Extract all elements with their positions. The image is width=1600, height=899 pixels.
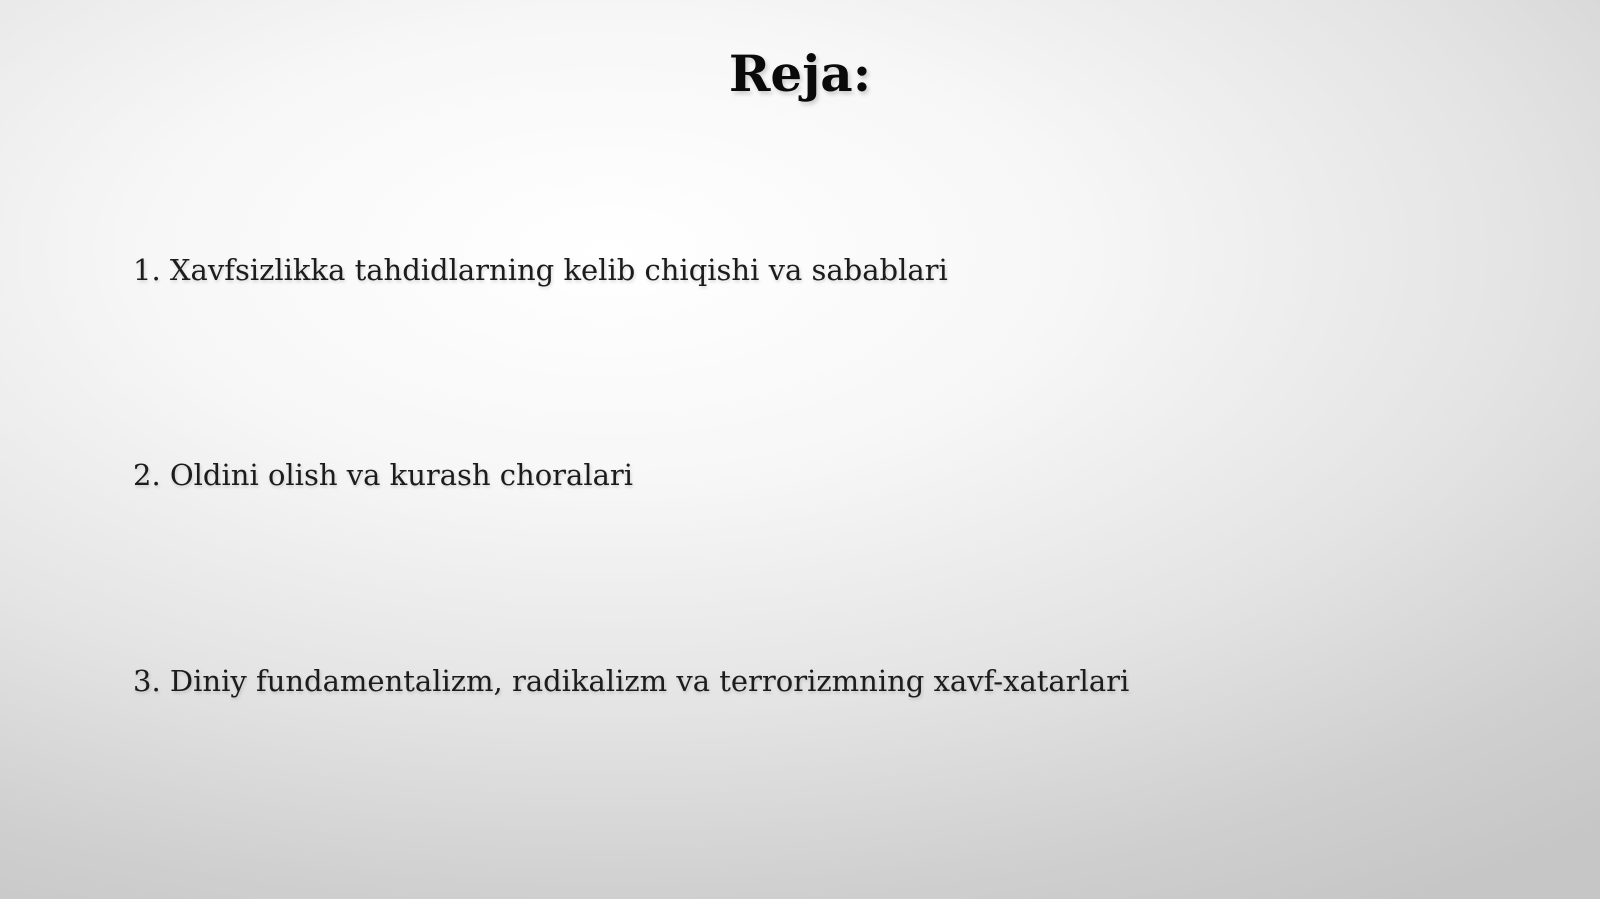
plan-item-3: 3. Diniy fundamentalizm, radikalizm va terrorizmning xavf-xatarlari: [133, 664, 1130, 698]
plan-item-1: 1. Xavfsizlikka tahdidlarning kelib chiqishi va sabablari: [133, 253, 948, 287]
slide-title: Reja:: [728, 44, 872, 103]
plan-item-2: 2. Oldini olish va kurash choralari: [133, 458, 634, 492]
